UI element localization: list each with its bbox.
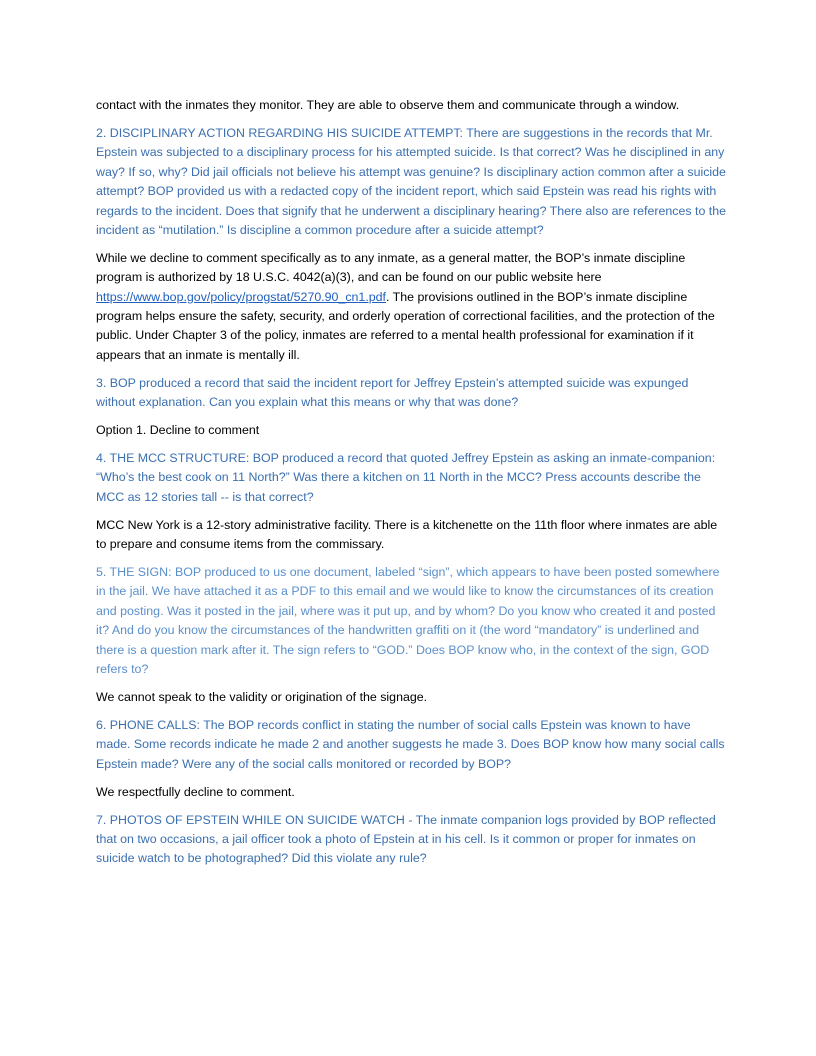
answer-5-signage: We cannot speak to the validity or origination of the signage. xyxy=(96,689,428,704)
answer-6-decline: We respectfully decline to comment. xyxy=(96,784,295,799)
question-6-phone-calls: 6. PHONE CALLS: The BOP records conflict in stating the number of social calls Epstein was known to have made. Some records indicate he made 2 and another suggests he made 3. Does BOP know how many social calls Epstein made? Were any of the social calls monitored or recorded by BOP? xyxy=(96,717,725,771)
question-5-the-sign: 5. THE SIGN: BOP produced to us one document, labeled “sign”, which appears to have been posted somewhere in the jail. We have attached it as a PDF to this email and we would like to know the circumstances of its creation and posting. Was it posted in the jail, where was it put up, and by whom? Do you know who created it and posted it? And do you know the circumstances of the handwritten graffiti on it (the word “mandatory” is underlined and there is a question mark after it. The sign refers to “GOD.” Does BOP know who, in the context of the sign, GOD refers to? xyxy=(96,565,720,677)
answer-4-mcc-facility: MCC New York is a 12-story administrative facility. There is a kitchenette on the 11th floor where inmates are able to prepare and consume items from the commissary. xyxy=(96,517,718,552)
question-2-disciplinary-action: 2. DISCIPLINARY ACTION REGARDING HIS SUICIDE ATTEMPT: There are suggestions in the records that Mr. Epstein was subjected to a disciplinary process for his attempted suicide. Is that correct? Was he disciplined in any way? If so, why? Did jail officials not believe his attempt was genuine? Is disciplinary action common after a suicide attempt? BOP provided us with a redacted copy of the incident report, which said Epstein was read his rights with regards to the incident. Does that signify that he underwent a disciplinary hearing? There also are references to the incident as “mutilation.” Is discipline a common procedure after a suicide attempt? xyxy=(96,125,726,237)
question-4-mcc-structure: 4. THE MCC STRUCTURE: BOP produced a record that quoted Jeffrey Epstein as asking an inmate-companion: “Who’s the best cook on 11 North?” Was there a kitchen on 11 North in the MCC? Press accounts describe the MCC as 12 stories tall -- is that correct? xyxy=(96,451,716,504)
answer-3-decline: Option 1. Decline to comment xyxy=(96,423,260,438)
document-page xyxy=(96,96,726,877)
answer-2-discipline-program xyxy=(96,249,726,365)
answer-2-text-part1: While we decline to comment specifically as to any inmate, as a general matter, the BOP’s inmate discipline program is authorized by 18 U.S.C. 4042(a)(3), and can be found on our public website here xyxy=(96,250,686,285)
bop-policy-link[interactable]: https://www.bop.gov/policy/progstat/5270.90_cn1.pdf xyxy=(96,289,386,304)
answer-monitoring-continued: contact with the inmates they monitor. They are able to observe them and communicate through a window. xyxy=(96,98,680,112)
answer-2-text-part2: . The provisions outlined in the BOP’s inmate discipline program helps ensure the safety, security, and orderly operation of correctional facilities, and the protection of the public. Under Chapter 3 of the policy, inmates are referred to a mental health professional for examination if it appears that an inmate is mentally ill. xyxy=(96,289,715,362)
question-7-photos-suicide-watch: 7. PHOTOS OF EPSTEIN WHILE ON SUICIDE WATCH - The inmate companion logs provided by BOP reflected that on two occasions, a jail officer took a photo of Epstein at in his cell. Is it common or proper for inmates on suicide watch to be photographed? Did this violate any rule? xyxy=(96,812,716,866)
question-3-expunged-report: 3. BOP produced a record that said the incident report for Jeffrey Epstein’s attempted suicide was expunged without explanation. Can you explain what this means or why that was done? xyxy=(96,375,689,410)
